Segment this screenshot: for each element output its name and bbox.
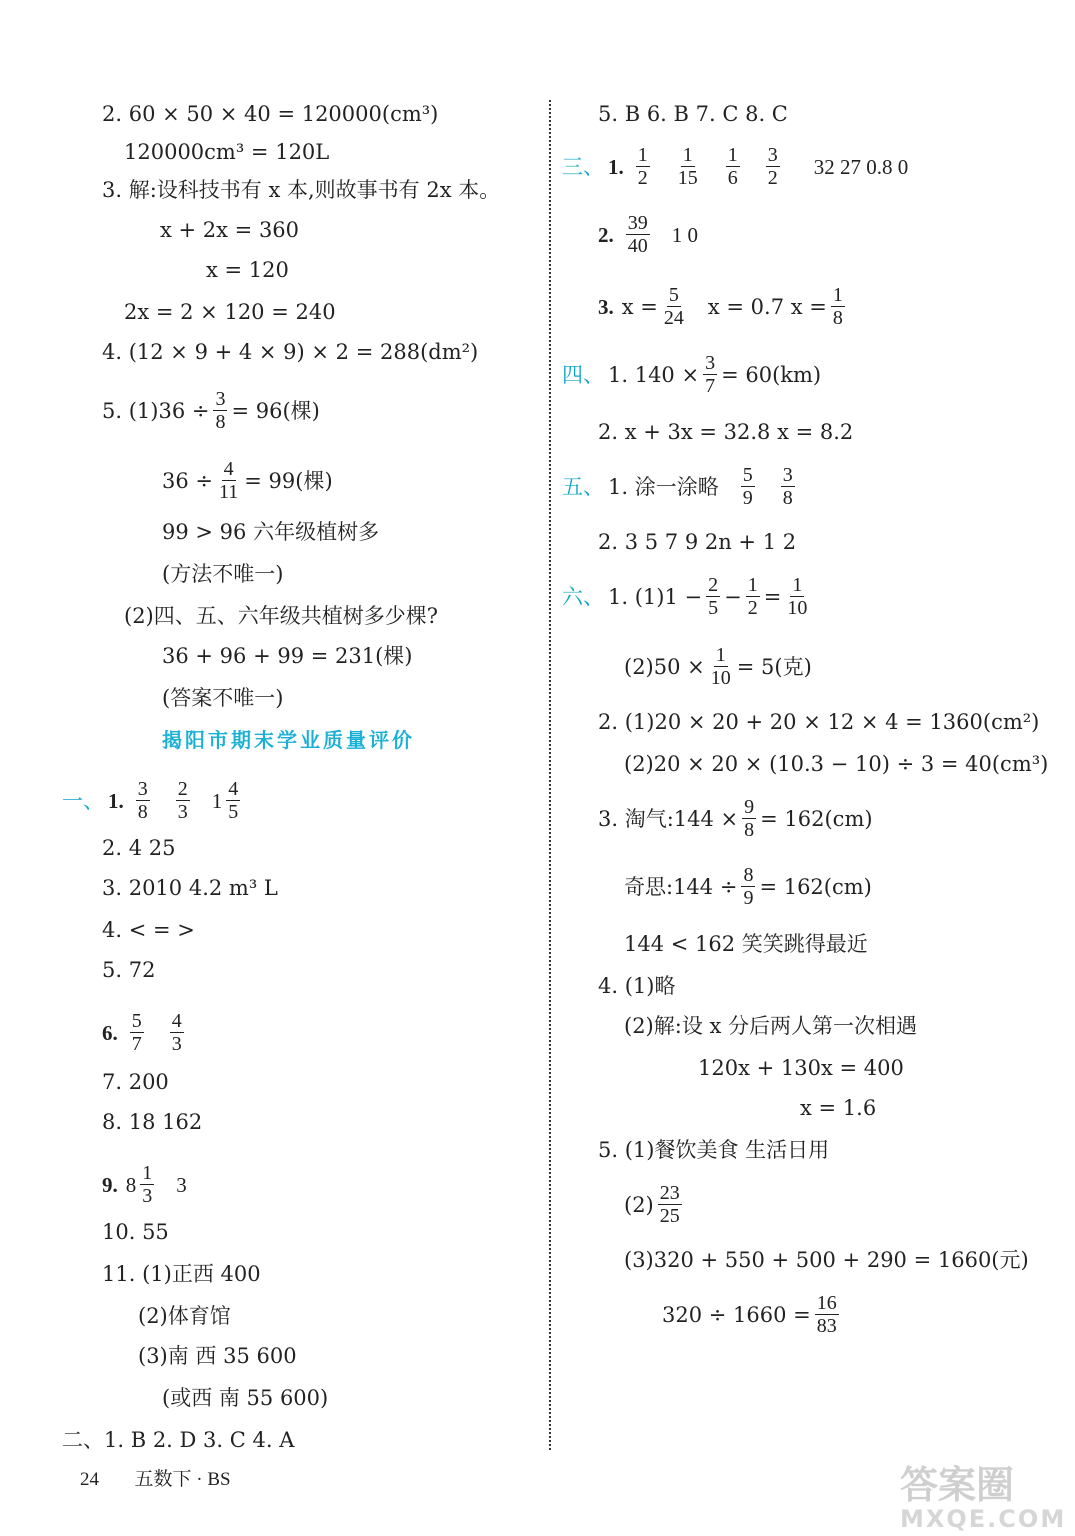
left-q3-line2: x + 2x = 360: [160, 218, 300, 242]
right-s4-q1: 四、 1. 140 × $\frac{3}{7}$ = 60(km): [562, 352, 822, 397]
left-s1-q5: 5. 72: [102, 958, 156, 982]
book-label: 五数下 · BS: [134, 1469, 231, 1490]
right-s6-q3c: 144 < 162 笑笑跳得最近: [624, 932, 868, 956]
right-s6-q2a: 2. (1)20 × 20 + 20 × 12 × 4 = 1360(cm²): [598, 710, 1040, 734]
right-s4-q2: 2. x + 3x = 32.8 x = 8.2: [598, 420, 854, 444]
right-s6-q5b: (2) $\frac{23}{25}$: [624, 1182, 680, 1227]
left-s1-q6: 6. $\frac{5}{7}$ $\frac{4}{3}$: [102, 1010, 182, 1055]
left-q5g: (答案不唯一): [162, 686, 284, 710]
column-divider: [549, 100, 551, 1450]
left-s1-q9: 9. 8 $\frac{1}{3}$ 3: [102, 1162, 187, 1207]
fraction: $\frac{8}{9}$: [743, 864, 754, 909]
left-s1-q3: 3. 2010 4.2 m³ L: [102, 876, 278, 900]
fraction: $\frac{1}{10}$: [710, 644, 731, 689]
right-s3-q2: 2. $\frac{39}{40}$ 1 0: [598, 212, 698, 257]
right-s6-q4c: 120x + 130x = 400: [698, 1056, 904, 1080]
right-s6-q5d: 320 ÷ 1660 = $\frac{16}{83}$: [662, 1292, 837, 1337]
fraction: $\frac{1}{15}$: [677, 144, 698, 189]
left-q5d: (方法不唯一): [162, 562, 284, 586]
right-s6-q1b: (2)50 × $\frac{1}{10}$ = 5(克): [624, 644, 812, 689]
left-q5f: 36 + 96 + 99 = 231(棵): [162, 644, 413, 668]
left-q3-line3: x = 120: [206, 258, 289, 282]
left-s1-q11b: (2)体育馆: [138, 1304, 231, 1328]
fraction: $\frac{9}{8}$: [744, 796, 755, 841]
left-s1-q7: 7. 200: [102, 1070, 169, 1094]
fraction: $\frac{1}{10}$: [787, 574, 808, 619]
page-number: 24: [80, 1469, 99, 1490]
left-q4: 4. (12 × 9 + 4 × 9) × 2 = 288(dm²): [102, 340, 479, 364]
right-s6-q4d: x = 1.6: [800, 1096, 877, 1120]
left-s1-q11a: 11. (1)正西 400: [102, 1262, 261, 1286]
fraction: $\frac{4}{5}$: [228, 778, 239, 823]
left-s1-q10: 10. 55: [102, 1220, 169, 1244]
right-s6-q5c: (3)320 + 550 + 500 + 290 = 1660(元): [624, 1248, 1029, 1272]
fraction: $\frac{2}{3}$: [177, 778, 188, 823]
right-s3-q1: 三、 1. $\frac{1}{2}$ $\frac{1}{15}$ $\frac{1}{6}$ $\frac{3}{2}$ 32 27 0.8 0: [562, 144, 909, 189]
fraction: $\frac{3}{7}$: [705, 352, 716, 397]
fraction: $\frac{3}{8}$: [215, 388, 226, 433]
fraction: $\frac{1}{2}$: [747, 574, 758, 619]
fraction: $\frac{23}{25}$: [659, 1182, 680, 1227]
watermark-logo: 答案圈 MXQE.COM: [900, 1463, 1067, 1533]
fraction: $\frac{4}{3}$: [171, 1010, 182, 1055]
right-s6-q4a: 4. (1)略: [598, 974, 676, 998]
left-s1-q1: 一、 1. $\frac{3}{8}$ $\frac{2}{3}$ 1 $\frac{4}{5}$: [62, 778, 239, 823]
left-s1-q11d: (或西 南 55 600): [162, 1386, 329, 1410]
right-s3-q3: 3. x = $\frac{5}{24}$ x = 0.7 x = $\frac{1}{8}$: [598, 284, 843, 329]
fraction: $\frac{5}{24}$: [663, 284, 684, 329]
fraction: $\frac{2}{5}$: [708, 574, 719, 619]
fraction: $\frac{3}{8}$: [137, 778, 148, 823]
left-q3-line4: 2x = 2 × 120 = 240: [124, 300, 336, 324]
left-q5c: 99 > 96 六年级植树多: [162, 520, 380, 544]
right-s6-q2b: (2)20 × 20 × (10.3 − 10) ÷ 3 = 40(cm³): [624, 752, 1049, 776]
left-s1-q8: 8. 18 162: [102, 1110, 203, 1134]
fraction: $\frac{4}{11}$: [219, 458, 239, 503]
left-s1-q11c: (3)南 西 35 600: [138, 1344, 297, 1368]
right-s6-q4b: (2)解:设 x 分后两人第一次相遇: [624, 1014, 918, 1038]
fraction: $\frac{5}{9}$: [742, 464, 753, 509]
page-footer: [80, 1464, 231, 1491]
section-heading: 揭阳市期末学业质量评价: [162, 728, 415, 752]
left-q5b: 36 ÷ $\frac{4}{11}$ = 99(棵): [162, 458, 333, 503]
left-q5e: (2)四、五、六年级共植树多少棵?: [124, 604, 439, 628]
right-s6-q3b: 奇思:144 ÷ $\frac{8}{9}$ = 162(cm): [624, 864, 872, 909]
fraction: $\frac{1}{6}$: [727, 144, 738, 189]
fraction: $\frac{1}{3}$: [142, 1162, 153, 1207]
left-s1-q4: 4. < = >: [102, 918, 195, 942]
left-q3-line1: 3. 解:设科技书有 x 本,则故事书有 2x 本。: [102, 178, 501, 202]
right-s5-q2: 2. 3 5 7 9 2n + 1 2: [598, 530, 797, 554]
fraction: $\frac{5}{7}$: [131, 1010, 142, 1055]
left-q2-line2: 120000cm³ = 120L: [124, 140, 330, 164]
right-s6-q3a: 3. 淘气:144 × $\frac{9}{8}$ = 162(cm): [598, 796, 873, 841]
fraction: $\frac{16}{83}$: [816, 1292, 837, 1337]
fraction: $\frac{3}{8}$: [782, 464, 793, 509]
fraction: $\frac{1}{2}$: [637, 144, 648, 189]
right-s6-q1a: 六、 1. (1)1 − $\frac{2}{5}$ − $\frac{1}{2}$ = $\frac{1}{10}$: [562, 574, 808, 619]
left-s1-q2: 2. 4 25: [102, 836, 176, 860]
left-q2-line1: 2. 60 × 50 × 40 = 120000(cm³): [102, 102, 439, 126]
fraction: $\frac{39}{40}$: [627, 212, 648, 257]
right-s6-q5a: 5. (1)餐饮美食 生活日用: [598, 1138, 830, 1162]
left-q5a: 5. (1)36 ÷ $\frac{3}{8}$ = 96(棵): [102, 388, 320, 433]
left-s2: 二、1. B 2. D 3. C 4. A: [62, 1428, 295, 1452]
right-s5-q1: 五、 1. 涂一涂略 $\frac{5}{9}$ $\frac{3}{8}$: [562, 464, 793, 509]
fraction: $\frac{3}{2}$: [767, 144, 778, 189]
right-top: 5. B 6. B 7. C 8. C: [598, 102, 788, 126]
fraction: $\frac{1}{8}$: [832, 284, 843, 329]
